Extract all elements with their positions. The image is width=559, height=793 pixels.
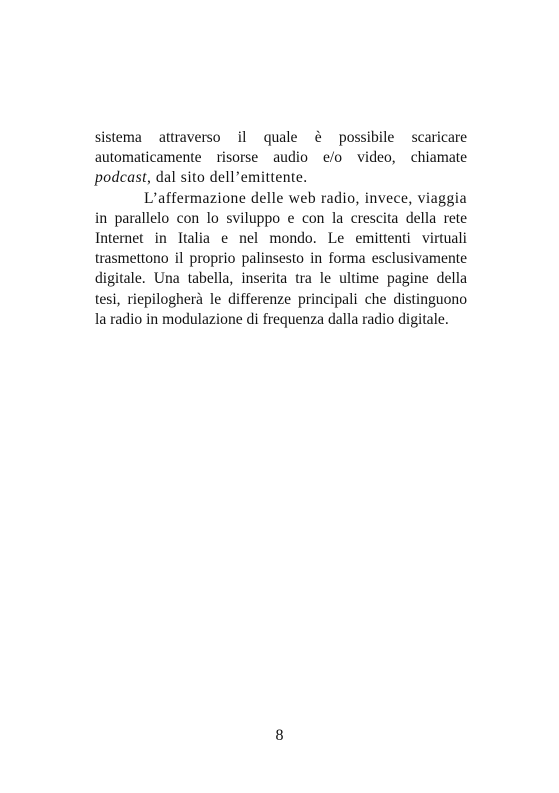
text-line — [95, 168, 467, 188]
page-number: 8 — [275, 727, 284, 744]
text-line: tesi, riepilogherà le differenze principali che distinguono — [95, 290, 467, 308]
text-line: in parallelo con lo sviluppo e con la crescita della rete — [95, 209, 467, 227]
text-line: sistema attraverso il quale è possibile scaricare — [95, 129, 467, 146]
text-line: la radio in modulazione di frequenza dalla radio digitale. — [95, 310, 449, 328]
text-line: L’affermazione delle web radio, invece, viaggia — [144, 189, 467, 207]
paragraph — [95, 189, 467, 330]
text-fragment: , dal sito dell’emittente. — [147, 169, 308, 187]
text-line: trasmettono il proprio palinsesto in forma esclusivamente — [95, 250, 467, 268]
text-line: Internet in Italia e nel mondo. Le emittenti virtuali — [95, 229, 467, 247]
paragraph — [95, 128, 467, 189]
text-line: digitale. Una tabella, inserita tra le ultime pagine della — [95, 270, 467, 288]
text-line: automaticamente risorse audio e/o video, chiamate — [95, 149, 467, 167]
body-text — [95, 128, 467, 330]
italic-term: podcast — [95, 169, 148, 187]
